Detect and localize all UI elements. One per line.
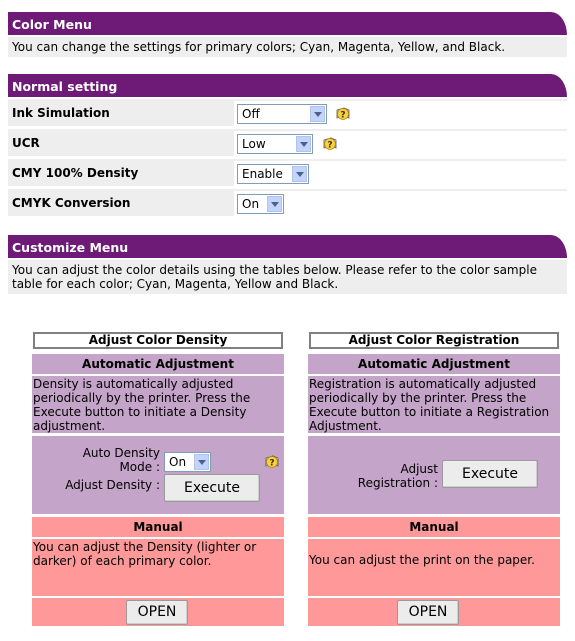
cmy-density-select[interactable] <box>237 164 309 184</box>
registration-panel <box>308 332 560 626</box>
select-value: On <box>242 197 260 211</box>
density-execute-button[interactable]: Execute <box>164 474 260 502</box>
registration-auto-description: Registration is automatically adjusted periodically by the printer. Press the Execute button to initiate a Registration Adjustment. <box>308 376 560 433</box>
density-auto-controls <box>32 436 284 514</box>
svg-text:?: ? <box>327 140 333 151</box>
chevron-down-icon <box>296 136 311 152</box>
setting-control-cell <box>234 191 567 216</box>
setting-control-cell <box>234 161 567 186</box>
normal-setting-header: Normal setting <box>8 74 567 97</box>
registration-manual-title: Manual <box>308 517 560 537</box>
setting-label: CMYK Conversion <box>12 196 131 210</box>
density-auto-description: Density is automatically adjusted periodically by the printer. Press the Execute button to initiate a Density adjustment. <box>32 376 284 433</box>
setting-label: Ink Simulation <box>12 106 110 120</box>
auto-density-mode-select[interactable] <box>164 452 211 472</box>
help-question-icon[interactable] <box>264 454 280 470</box>
adjust-registration-label: Adjust Registration : <box>357 462 438 490</box>
select-value: Enable <box>242 167 283 181</box>
customize-menu-description: You can adjust the color details using the tables below. Please refer to the color sample table for each color; Cyan, Magenta, Yellow and Black. <box>8 260 567 294</box>
chevron-down-icon <box>292 166 307 182</box>
color-menu-description: You can change the settings for primary colors; Cyan, Magenta, Yellow, and Black. <box>8 37 567 57</box>
setting-control-cell <box>234 101 567 126</box>
setting-row-ink-simulation <box>8 99 567 126</box>
registration-panel-title: Adjust Color Registration <box>309 332 559 349</box>
registration-auto-controls <box>308 436 560 514</box>
density-manual-description: You can adjust the Density (lighter or darker) of each primary color. <box>32 539 284 596</box>
customize-menu-header: Customize Menu <box>8 235 567 258</box>
select-value: On <box>169 455 187 469</box>
svg-text:?: ? <box>340 110 346 121</box>
help-question-icon[interactable] <box>322 136 338 152</box>
select-value: Low <box>242 137 266 151</box>
registration-execute-button[interactable]: Execute <box>442 460 538 488</box>
chevron-down-icon <box>194 454 209 470</box>
density-auto-title: Automatic Adjustment <box>32 354 284 374</box>
cmyk-conversion-select[interactable] <box>237 194 284 214</box>
density-open-button[interactable]: OPEN <box>126 600 188 625</box>
ink-simulation-select[interactable] <box>237 104 327 124</box>
registration-auto-title: Automatic Adjustment <box>308 354 560 374</box>
select-value: Off <box>242 107 260 121</box>
setting-label: UCR <box>12 136 40 150</box>
setting-row-cmyk-conversion <box>8 189 567 216</box>
chevron-down-icon <box>310 106 325 122</box>
density-panel-title: Adjust Color Density <box>33 332 283 349</box>
setting-control-cell <box>234 131 567 156</box>
help-question-icon[interactable] <box>335 106 351 122</box>
registration-manual-description: You can adjust the print on the paper. <box>308 539 560 596</box>
ucr-select[interactable] <box>237 134 313 154</box>
color-menu-header: Color Menu <box>8 12 567 35</box>
density-manual-title: Manual <box>32 517 284 537</box>
adjust-density-label: Adjust Density : <box>65 478 160 492</box>
setting-row-cmy-density <box>8 159 567 186</box>
density-panel <box>32 332 284 626</box>
auto-density-mode-label: Auto Density Mode : <box>82 446 160 474</box>
registration-open-button[interactable]: OPEN <box>397 600 459 625</box>
setting-label: CMY 100% Density <box>12 166 139 180</box>
registration-open-cell <box>308 598 560 626</box>
chevron-down-icon <box>267 196 282 212</box>
setting-row-ucr <box>8 129 567 156</box>
svg-text:?: ? <box>269 458 275 469</box>
density-open-cell <box>32 598 284 626</box>
